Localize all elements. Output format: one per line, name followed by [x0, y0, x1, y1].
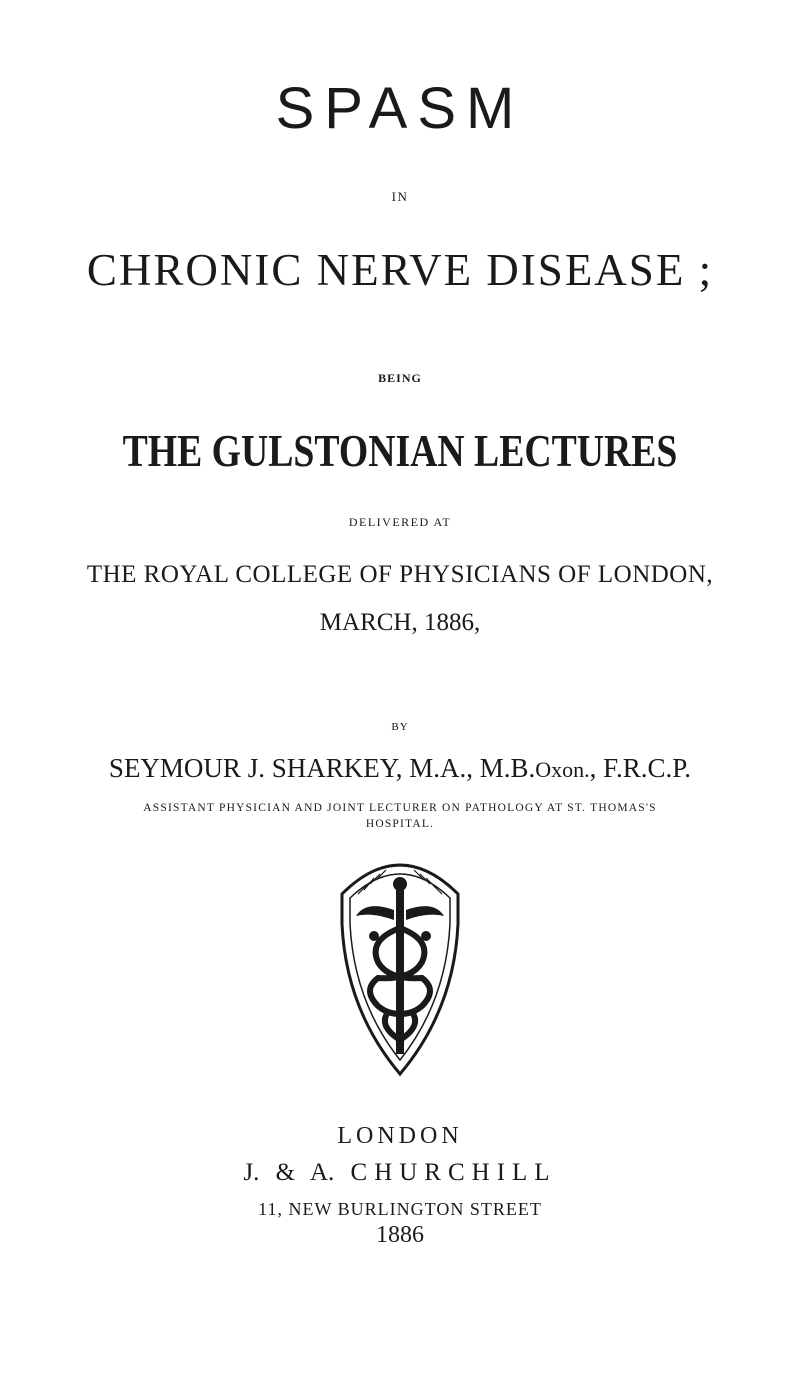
lecture-date: MARCH, 1886,: [319, 609, 481, 636]
connector-by: BY: [391, 721, 409, 733]
publisher-initials: J. & A.: [243, 1159, 335, 1186]
connector-delivered-at: DELIVERED AT: [348, 515, 452, 529]
author-position: [0, 800, 800, 832]
institution-name: THE ROYAL COLLEGE OF PHYSICIANS OF LONDON,: [86, 561, 714, 588]
connector-being: BEING: [378, 371, 422, 385]
author-position-line-1: ASSISTANT PHYSICIAN AND JOINT LECTURER ON PATHOLOGY AT ST. THOMAS'S: [143, 802, 657, 814]
publisher-name: CHURCHILL: [350, 1159, 557, 1186]
book-subtitle: CHRONIC NERVE DISEASE ;: [86, 245, 714, 295]
lecture-series-title: THE GULSTONIAN LECTURES: [122, 425, 678, 476]
publisher-address: 11, NEW BURLINGTON STREET: [258, 1199, 542, 1219]
author-fellowship: , F.R.C.P.: [589, 753, 692, 783]
publisher-line: [0, 1160, 800, 1185]
author-line: [0, 755, 800, 782]
connector-in: IN: [391, 189, 409, 204]
publication-year: 1886: [376, 1222, 424, 1248]
publisher-seal-icon: [338, 850, 462, 1078]
author-position-line-2: HOSPITAL.: [365, 818, 435, 830]
author-name: SEYMOUR J. SHARKEY, M.A., M.B.: [108, 753, 536, 783]
publisher-city: LONDON: [337, 1123, 463, 1149]
author-degree: Oxon.: [535, 757, 590, 782]
book-title: SPASM: [275, 76, 525, 141]
